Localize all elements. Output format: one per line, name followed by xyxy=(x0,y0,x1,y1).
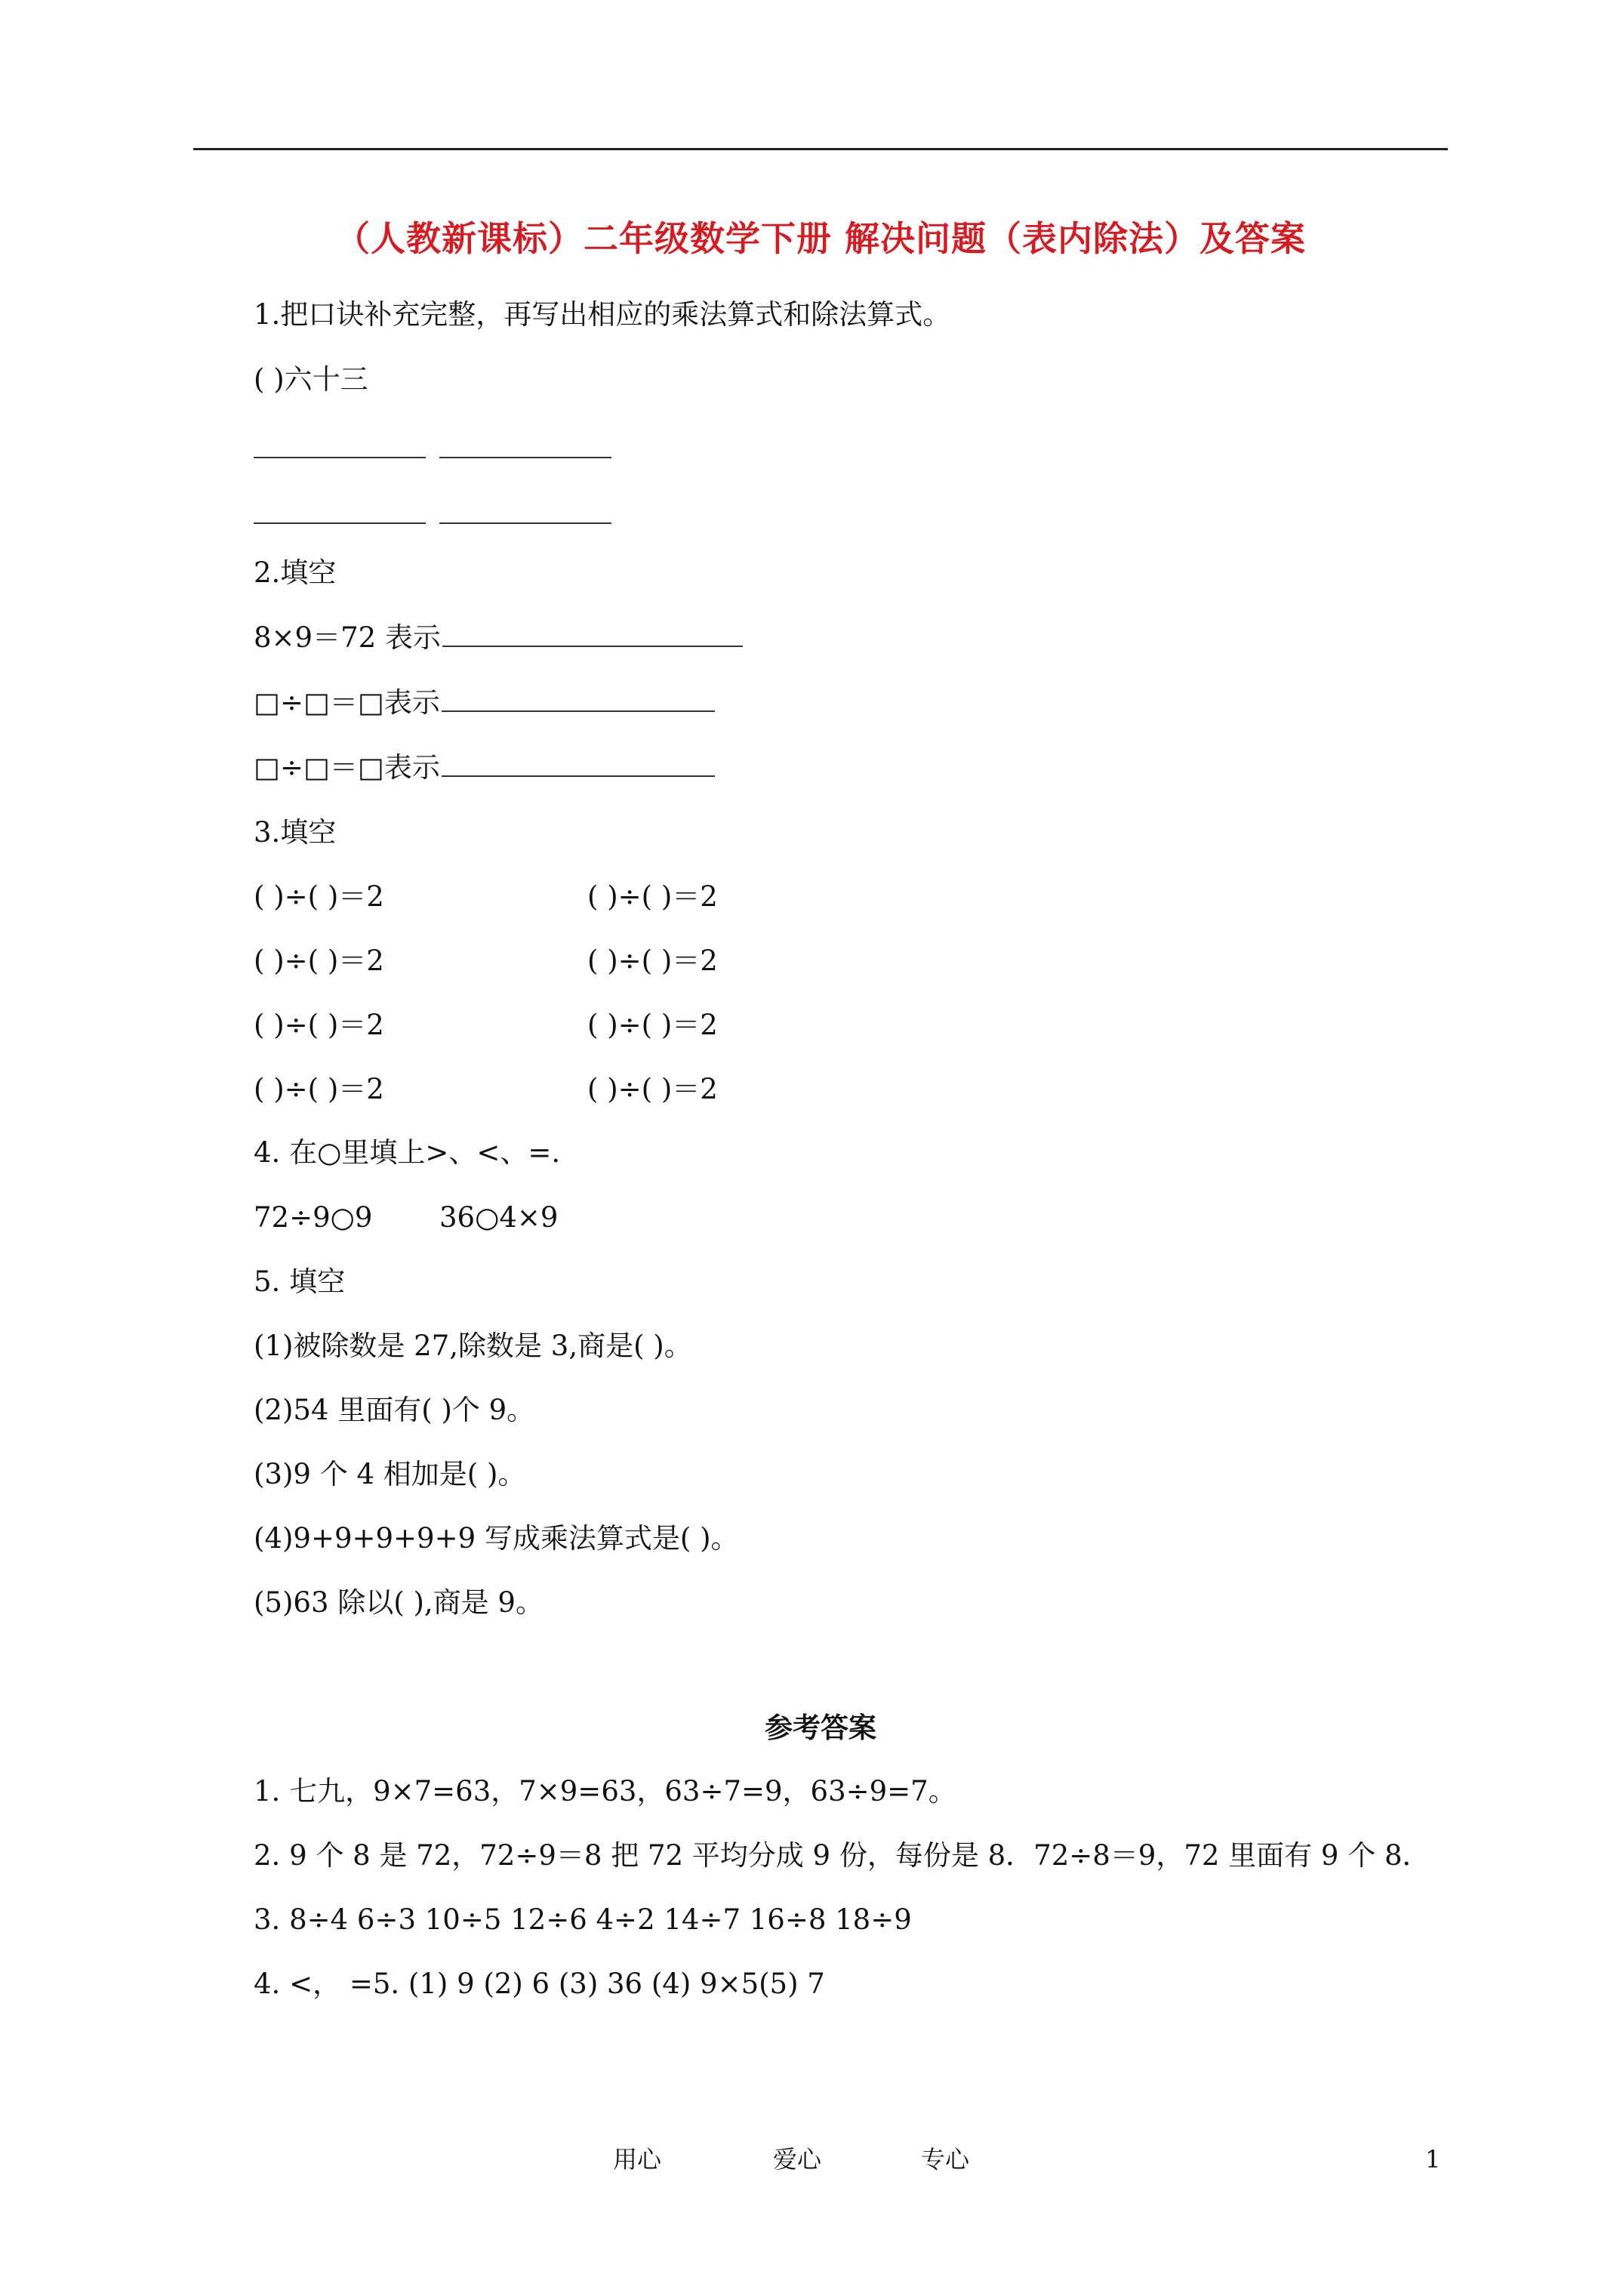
answer-line: 1. 七九，9×7=63，7×9=63，63÷7=9，63÷9=7。 xyxy=(254,1775,956,1808)
q1-prompt: 1.把口诀补充完整，再写出相应的乘法算式和除法算式。 xyxy=(254,298,951,331)
q3-left-item: ( )÷( )＝2 xyxy=(254,1009,384,1041)
q2-answer-blank[interactable] xyxy=(442,645,743,647)
q3-left-item: ( )÷( )＝2 xyxy=(254,880,384,913)
answer-line: 2. 9 个 8 是 72，72÷9＝8 把 72 平均分成 9 份，每份是 8．72÷8＝9，72 里面有 9 个 8． xyxy=(254,1839,1431,1872)
q2-answer-blank[interactable] xyxy=(442,775,715,777)
q2-line-text: □÷□＝□表示 xyxy=(254,686,440,719)
q5-item: (3)9 个 4 相加是( )。 xyxy=(254,1458,526,1490)
q5-item: (4)9+9+9+9+9 写成乘法算式是( )。 xyxy=(254,1522,739,1555)
q5-prompt: 5. 填空 xyxy=(254,1265,346,1298)
document-title: （人教新课标）二年级数学下册 解决问题（表内除法）及答案 xyxy=(334,218,1306,259)
q2-line xyxy=(254,684,715,722)
footer-word: 用心 xyxy=(613,2145,662,2174)
q3-prompt: 3.填空 xyxy=(254,816,337,849)
q5-item: (5)63 除以( ),商是 9。 xyxy=(254,1586,544,1619)
q2-prompt: 2.填空 xyxy=(254,556,337,589)
q4-item: 72÷9○9 xyxy=(254,1201,373,1234)
q1-item: ( )六十三 xyxy=(254,363,368,396)
q1-answer-blank[interactable] xyxy=(254,457,426,458)
q3-right-item: ( )÷( )＝2 xyxy=(587,1009,718,1041)
q5-item: (2)54 里面有( )个 9。 xyxy=(254,1394,535,1426)
q3-left-item: ( )÷( )＝2 xyxy=(254,945,384,977)
header-rule xyxy=(193,148,1448,150)
q4-item: 36○4×9 xyxy=(439,1201,559,1234)
answer-line: 4. <， =5. (1) 9 (2) 6 (3) 36 (4) 9×5(5) 7 xyxy=(254,1968,825,2000)
q1-answer-blank[interactable] xyxy=(439,457,611,458)
q5-item: (1)被除数是 27,除数是 3,商是( )。 xyxy=(254,1330,692,1362)
q3-right-item: ( )÷( )＝2 xyxy=(587,945,718,977)
q1-answer-blank[interactable] xyxy=(439,522,611,524)
footer-word: 爱心 xyxy=(773,2145,822,2174)
footer-word: 专心 xyxy=(921,2145,970,2174)
q2-answer-blank[interactable] xyxy=(442,710,715,712)
q3-right-item: ( )÷( )＝2 xyxy=(587,1073,718,1105)
q2-line-text: □÷□＝□表示 xyxy=(254,751,440,784)
page-number: 1 xyxy=(1425,2145,1441,2174)
q2-line xyxy=(254,619,743,657)
answer-line: 3. 8÷4 6÷3 10÷5 12÷6 4÷2 14÷7 16÷8 18÷9 xyxy=(254,1903,912,1936)
q2-line xyxy=(254,749,715,787)
q2-line-text: 8×9＝72 表示 xyxy=(254,621,441,654)
q1-answer-blank[interactable] xyxy=(254,522,426,524)
answers-heading: 参考答案 xyxy=(765,1711,876,1744)
q3-right-item: ( )÷( )＝2 xyxy=(587,880,718,913)
q3-left-item: ( )÷( )＝2 xyxy=(254,1073,384,1105)
q4-prompt: 4. 在○里填上>、<、=. xyxy=(254,1136,561,1169)
